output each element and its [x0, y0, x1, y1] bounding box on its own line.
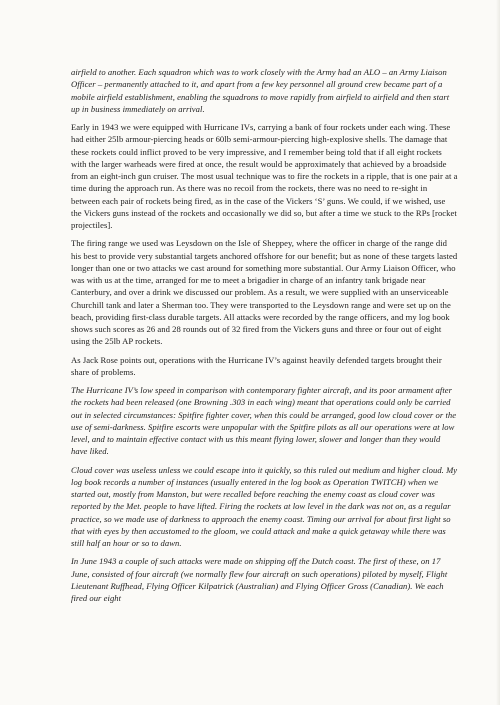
paragraph-june-1943: In June 1943 a couple of such attacks were made on shipping off the Dutch coast. The first of these, on 17 June, consisted of four aircraft (we normally flew four aircraft on such operations) piloted by myself, Flight Lieutenant Ruffhead, Flying Officer Kilpatrick (Australian) and Flying Officer Gross (Canadian). We each fired our eight	[71, 556, 448, 603]
paragraph-low-speed: The Hurricane IV’s low speed in comparison with contemporary fighter aircraft, and its poor armament after the rockets had been released (one Browning .303 in each wing) meant that operations could only be carried out in selected circumstances: Spitfire fighter cover, when this could be arranged, good low cloud cover or the use of semi-darkness. Spitfire escorts were unpopular with the Spitfire pilots as all our operations were at low level, and to maintain effective contact with us this meant flying lower, slower and longer than they would have liked.	[71, 385, 457, 457]
paragraph-jack-rose: As Jack Rose points out, operations with the Hurricane IV’s against heavily defended targets brought their share of problems.	[71, 354, 442, 377]
scan-edge-shadow	[496, 0, 500, 705]
paragraph-cloud-cover: Cloud cover was useless unless we could escape into it quickly, so this ruled out medium and higher cloud. My log book records a number of instances (usually entered in the log book as Operation TWITCH) when we started out, mostly from Manston, but were recalled before reaching the enemy coast as cloud cover was reported by the Met. people to have lifted. Firing the rockets at low level in the dark was not on, as a regular practice, so we made use of darkness to approach the enemy coast. Timing our arrival for about first light so that with eyes by then accustomed to the gloom, we could attack and make a quick getaway while there was still half an hour or so to dawn.	[71, 464, 458, 548]
paragraph-mobile-airfield: airfield to another. Each squadron which was to work closely with the Army had an ALO – an Army Liaison Officer – permanently attached to it, and apart from a few key personnel all ground crew became part of a mobile airfield establishment, enabling the squadrons to move rapidly from airfield to airfield and then start up in business immediately on arrival.	[71, 67, 450, 114]
paragraph-hurricane-rockets: Early in 1943 we were equipped with Hurricane IVs, carrying a bank of four rockets under each wing. These had either 25lb armour-piercing heads or 60lb semi-armour-piercing high-explosive shells. The damage that these rockets could inflict proved to be very impressive, and I remember being told that if all eight rockets with the larger warheads were fired at once, the result would be approximately that achieved by a broadside from an eight-inch gun cruiser. The most usual technique was to fire the rockets in a ripple, that is one pair at a time during the approach run. As there was no recoil from the rockets, there was no need to re-sight in between each pair of rockets being fired, as in the case of the Vickers ‘S’ guns. We could, if we wished, use the Vickers guns instead of the rockets and occasionally we did so, but after a time we stuck to the RPs [rocket projectiles].	[71, 122, 458, 230]
paragraph-leysdown-range: The firing range we used was Leysdown on the Isle of Sheppey, where the officer in charge of the range did his best to provide very substantial targets anchored offshore for our benefit; but as none of these targets lasted longer than one or two attacks we cast around for something more substantial. Our Army Liaison Officer, who was with us at the time, arranged for me to meet a brigadier in charge of an infantry tank brigade near Canterbury, and over a drink we discussed our problem. As a result, we were supplied with an unserviceable Churchill tank and later a Sherman too. They were transported to the Leysdown range and were set up on the beach, providing first-class durable targets. All attacks were recorded by the range officers, and my log book shows such scores as 26 and 28 rounds out of 32 fired from the Vickers guns and three or four out of eight using the 25lb AP rockets.	[71, 238, 458, 347]
